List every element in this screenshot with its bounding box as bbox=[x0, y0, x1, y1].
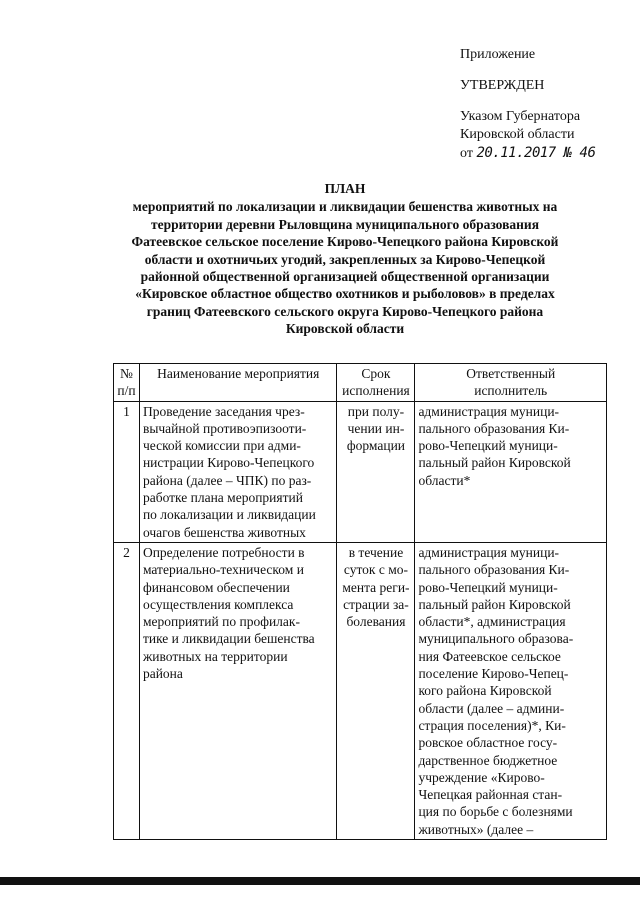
cell-line: рово-Чепецкий муници- bbox=[418, 579, 558, 595]
title-line: «Кировское областное общество охотников и рыболовов» в пределах bbox=[135, 286, 555, 302]
cell-line: мента реги- bbox=[342, 579, 410, 595]
activity-name-cell bbox=[139, 401, 337, 542]
cell-line: пальный район Кировской bbox=[418, 455, 571, 471]
responsible-cell bbox=[415, 401, 607, 542]
cell-line: области (далее – админи- bbox=[418, 700, 565, 716]
table-header-row bbox=[114, 364, 607, 402]
plan-subtitle bbox=[110, 198, 580, 337]
approval-block bbox=[460, 46, 595, 163]
date-prefix: от bbox=[460, 146, 473, 161]
cell-line: дарственное бюджетное bbox=[418, 752, 558, 768]
cell-line: ния Фатеевское сельское bbox=[418, 648, 561, 664]
cell-line: учреждение «Кирово- bbox=[418, 769, 545, 785]
cell-line: вычайной противоэпизооти- bbox=[142, 420, 307, 436]
cell-line: пальный район Кировской bbox=[418, 596, 571, 612]
title-line: районной общественной организацией общественной организации bbox=[140, 269, 550, 285]
cell-line: области*, администрация bbox=[418, 614, 566, 630]
cell-line: финансовом обеспечении bbox=[142, 579, 290, 595]
cell-line: формации bbox=[346, 438, 406, 454]
approved-label: УТВЕРЖДЕН bbox=[460, 78, 545, 93]
header-term: Срок исполнения bbox=[337, 364, 415, 402]
cell-line: очагов бешенства животных bbox=[142, 524, 306, 540]
cell-line: в течение bbox=[348, 544, 404, 560]
scan-edge-bar bbox=[0, 877, 640, 885]
title-line: Кировской области bbox=[285, 321, 405, 337]
cell-line: нистрации Кирово-Чепецкого bbox=[142, 455, 315, 471]
title-line: мероприятий по локализации и ликвидации бешенства животных на bbox=[132, 199, 558, 215]
cell-line: района (далее – ЧПК) по раз- bbox=[142, 472, 312, 488]
cell-line: области* bbox=[418, 472, 471, 488]
cell-line: страция поселения)*, Ки- bbox=[418, 717, 566, 733]
responsible-cell bbox=[415, 542, 607, 839]
cell-line: рово-Чепецкий муници- bbox=[418, 438, 558, 454]
cell-line: ровское областное госу- bbox=[418, 735, 558, 751]
handwritten-date: 20.11.2017 № 46 bbox=[476, 145, 596, 161]
decree-date bbox=[460, 144, 595, 163]
cell-line: животных на территории bbox=[142, 648, 288, 664]
cell-line: ческой комиссии при адми- bbox=[142, 438, 301, 454]
cell-line: района bbox=[142, 666, 183, 682]
row-number: 2 bbox=[114, 542, 140, 839]
title-line: границ Фатеевского сельского округа Кирово-Чепецкого района bbox=[146, 303, 544, 319]
row-number: 1 bbox=[114, 401, 140, 542]
title-line: области и охотничьих угодий, закрепленных за Кирово-Чепецкой bbox=[144, 251, 546, 267]
cell-line: администрация муници- bbox=[418, 403, 560, 419]
cell-line: при полу- bbox=[347, 403, 405, 419]
activity-name-cell bbox=[139, 542, 337, 839]
cell-line: суток с мо- bbox=[343, 562, 409, 578]
cell-line: материально-техническом и bbox=[142, 562, 304, 578]
table-row bbox=[114, 401, 607, 542]
decree-line-1: Указом Губернатора bbox=[460, 109, 581, 124]
cell-line: администрация муници- bbox=[418, 544, 560, 560]
plan-table bbox=[113, 363, 607, 840]
plan-heading: ПЛАН bbox=[324, 181, 366, 196]
header-responsible: Ответственный исполнитель bbox=[415, 364, 607, 402]
header-name: Наименование мероприятия bbox=[139, 364, 337, 402]
title-line: территории деревни Рыловщина муниципального образования bbox=[150, 216, 540, 232]
cell-line: мероприятий по профилак- bbox=[142, 614, 300, 630]
cell-line: Чепецкая районная стан- bbox=[418, 787, 563, 803]
cell-line: животных» (далее – bbox=[418, 821, 534, 837]
cell-line: Определение потребности в bbox=[142, 544, 305, 560]
cell-line: ция по борьбе с болезнями bbox=[418, 804, 573, 820]
cell-line: осуществления комплекса bbox=[142, 596, 294, 612]
appendix-label: Приложение bbox=[460, 47, 536, 62]
cell-line: поселение Кирово-Чепец- bbox=[418, 666, 569, 682]
table-row bbox=[114, 542, 607, 839]
plan-title bbox=[110, 180, 580, 338]
cell-line: пального образования Ки- bbox=[418, 420, 570, 436]
cell-line: страции за- bbox=[343, 596, 409, 612]
cell-line: болевания bbox=[346, 614, 406, 630]
cell-line: тике и ликвидации бешенства bbox=[142, 631, 315, 647]
title-line: Фатеевское сельское поселение Кирово-Чепецкого района Кировской bbox=[131, 234, 559, 250]
cell-line: Проведение заседания чрез- bbox=[142, 403, 305, 419]
cell-line: пального образования Ки- bbox=[418, 562, 570, 578]
cell-line: работке плана мероприятий bbox=[142, 490, 303, 506]
cell-line: по локализации и ликвидации bbox=[142, 507, 316, 523]
decree-line-2: Кировской области bbox=[460, 127, 575, 142]
cell-line: чении ин- bbox=[347, 420, 405, 436]
cell-line: кого района Кировской bbox=[418, 683, 552, 699]
term-cell bbox=[337, 542, 415, 839]
cell-line: муниципального образова- bbox=[418, 631, 574, 647]
header-num: № п/п bbox=[114, 364, 140, 402]
term-cell bbox=[337, 401, 415, 542]
